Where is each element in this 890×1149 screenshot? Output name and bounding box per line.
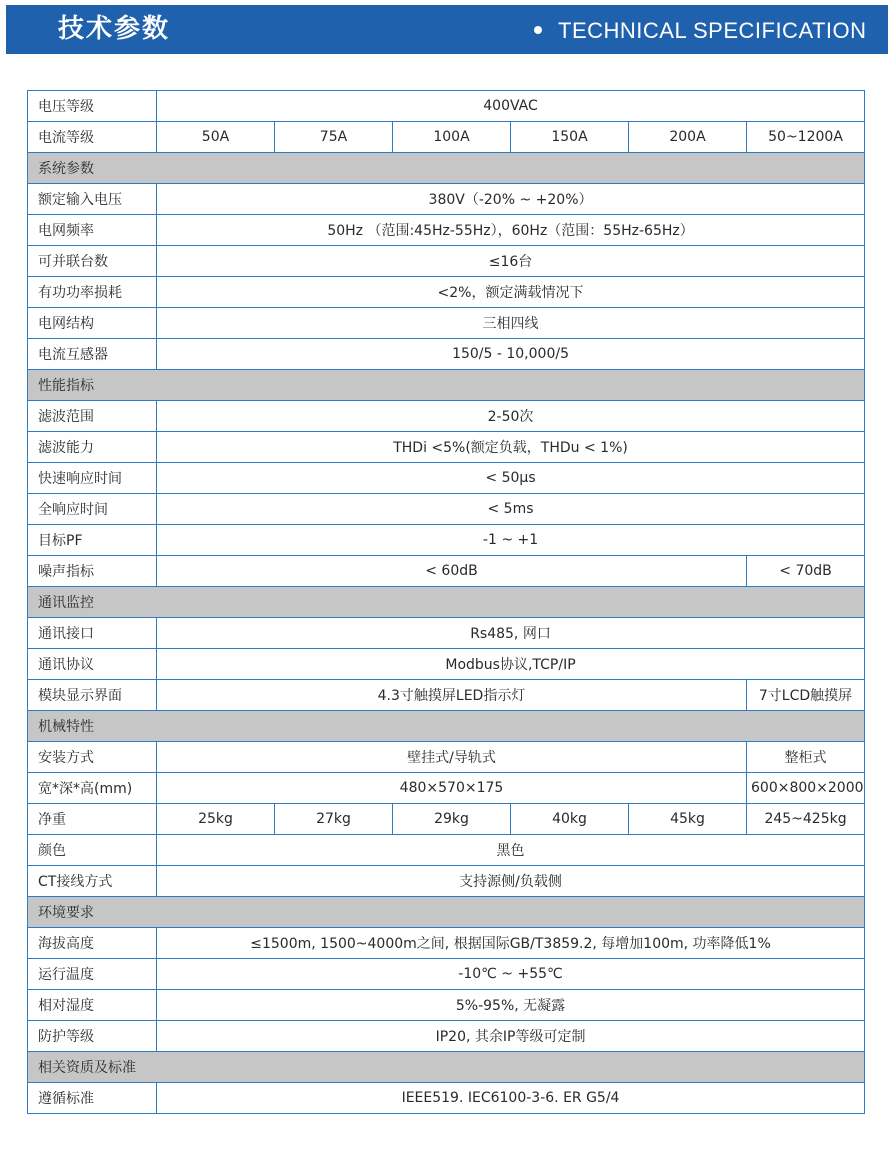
row-value: 三相四线 (157, 308, 865, 339)
page-header (6, 5, 888, 54)
row-label: 全响应时间 (28, 494, 157, 525)
section-title: 环境要求 (28, 897, 865, 928)
row-value: -10℃ ~ +55℃ (157, 959, 865, 990)
row-value: 45kg (629, 804, 747, 835)
row-value: 支持源侧/负载侧 (157, 866, 865, 897)
table-row-filter-range (28, 401, 865, 432)
table-row-altitude (28, 928, 865, 959)
row-value-cabinet: 600×800×2000 (747, 773, 865, 804)
row-label: 电流等级 (28, 122, 157, 153)
row-value-cabinet: < 70dB (747, 556, 865, 587)
bullet-dot-icon (534, 26, 542, 34)
row-value: 25kg (157, 804, 275, 835)
table-row-current-transformer (28, 339, 865, 370)
row-label: 电流互感器 (28, 339, 157, 370)
row-value: 400VAC (157, 91, 865, 122)
row-value: 200A (629, 122, 747, 153)
section-header-system (28, 153, 865, 184)
spec-table (27, 90, 865, 1114)
row-value: Rs485, 网口 (157, 618, 865, 649)
table-row-ct-wiring (28, 866, 865, 897)
row-value: 150A (511, 122, 629, 153)
section-title: 系统参数 (28, 153, 865, 184)
row-value: ≤1500m, 1500~4000m之间, 根据国际GB/T3859.2, 每增加100m, 功率降低1% (157, 928, 865, 959)
row-value: 29kg (393, 804, 511, 835)
row-value: 100A (393, 122, 511, 153)
row-label: 防护等级 (28, 1021, 157, 1052)
section-header-standards (28, 1052, 865, 1083)
table-row-humidity (28, 990, 865, 1021)
table-row-grid-structure (28, 308, 865, 339)
row-label: 电网结构 (28, 308, 157, 339)
row-label: 额定输入电压 (28, 184, 157, 215)
row-value: 50A (157, 122, 275, 153)
row-value: 480×570×175 (157, 773, 747, 804)
row-label: 运行温度 (28, 959, 157, 990)
row-value: 50~1200A (747, 122, 865, 153)
table-row-current-level (28, 122, 865, 153)
row-label: 噪声指标 (28, 556, 157, 587)
row-value: Modbus协议,TCP/IP (157, 649, 865, 680)
table-row-net-weight (28, 804, 865, 835)
row-value: 380V（-20% ~ +20%） (157, 184, 865, 215)
row-value: 5%-95%, 无凝露 (157, 990, 865, 1021)
table-row-grid-frequency (28, 215, 865, 246)
table-row-color (28, 835, 865, 866)
row-label: 通讯协议 (28, 649, 157, 680)
table-row-filter-capability (28, 432, 865, 463)
table-row-noise (28, 556, 865, 587)
row-value: IEEE519. IEC6100-3-6. ER G5/4 (157, 1083, 865, 1114)
row-value: 150/5 - 10,000/5 (157, 339, 865, 370)
section-title: 通讯监控 (28, 587, 865, 618)
table-row-standards (28, 1083, 865, 1114)
row-value: 75A (275, 122, 393, 153)
row-value: 黑色 (157, 835, 865, 866)
table-row-rated-input-voltage (28, 184, 865, 215)
section-title: 相关资质及标准 (28, 1052, 865, 1083)
row-label: 通讯接口 (28, 618, 157, 649)
row-value: -1 ~ +1 (157, 525, 865, 556)
row-value: <2%，额定满载情况下 (157, 277, 865, 308)
row-value: 4.3寸触摸屏LED指示灯 (157, 680, 747, 711)
section-header-environment (28, 897, 865, 928)
row-label: 目标PF (28, 525, 157, 556)
table-row-dimensions (28, 773, 865, 804)
row-label: 可并联台数 (28, 246, 157, 277)
row-value: 壁挂式/导轨式 (157, 742, 747, 773)
row-label: 净重 (28, 804, 157, 835)
row-label: 有功功率损耗 (28, 277, 157, 308)
row-label: 海拔高度 (28, 928, 157, 959)
table-row-fast-response (28, 463, 865, 494)
section-title: 性能指标 (28, 370, 865, 401)
row-label: 电网频率 (28, 215, 157, 246)
section-header-performance (28, 370, 865, 401)
row-label: 模块显示界面 (28, 680, 157, 711)
table-row-operating-temp (28, 959, 865, 990)
table-row-protection (28, 1021, 865, 1052)
table-row-full-response (28, 494, 865, 525)
table-row-comm-interface (28, 618, 865, 649)
row-label: 电压等级 (28, 91, 157, 122)
table-row-power-loss (28, 277, 865, 308)
row-label: 宽*深*高(mm) (28, 773, 157, 804)
table-row-comm-protocol (28, 649, 865, 680)
page-title: 技术参数 (58, 14, 171, 44)
row-value: 50Hz （范围:45Hz-55Hz），60Hz（范围：55Hz-65Hz） (157, 215, 865, 246)
row-value: 40kg (511, 804, 629, 835)
row-value: 245~425kg (747, 804, 865, 835)
row-label: 安装方式 (28, 742, 157, 773)
row-value: < 5ms (157, 494, 865, 525)
row-value-cabinet: 7寸LCD触摸屏 (747, 680, 865, 711)
row-label: 快速响应时间 (28, 463, 157, 494)
row-label: 相对湿度 (28, 990, 157, 1021)
row-value: IP20, 其余IP等级可定制 (157, 1021, 865, 1052)
row-value-cabinet: 整柜式 (747, 742, 865, 773)
table-row-parallel-units (28, 246, 865, 277)
table-row-installation (28, 742, 865, 773)
row-label: 颜色 (28, 835, 157, 866)
row-value: < 60dB (157, 556, 747, 587)
table-row-display (28, 680, 865, 711)
row-value: 27kg (275, 804, 393, 835)
section-title: 机械特性 (28, 711, 865, 742)
row-value: 2-50次 (157, 401, 865, 432)
row-value: ≤16台 (157, 246, 865, 277)
row-label: 滤波能力 (28, 432, 157, 463)
row-label: 遵循标准 (28, 1083, 157, 1114)
section-header-mechanical (28, 711, 865, 742)
row-value: < 50μs (157, 463, 865, 494)
row-label: CT接线方式 (28, 866, 157, 897)
table-row-target-pf (28, 525, 865, 556)
row-value: THDi <5%(额定负载，THDu < 1%) (157, 432, 865, 463)
table-row-voltage-level (28, 91, 865, 122)
row-label: 滤波范围 (28, 401, 157, 432)
section-header-communication (28, 587, 865, 618)
page-subtitle: TECHNICAL SPECIFICATION (558, 18, 867, 43)
